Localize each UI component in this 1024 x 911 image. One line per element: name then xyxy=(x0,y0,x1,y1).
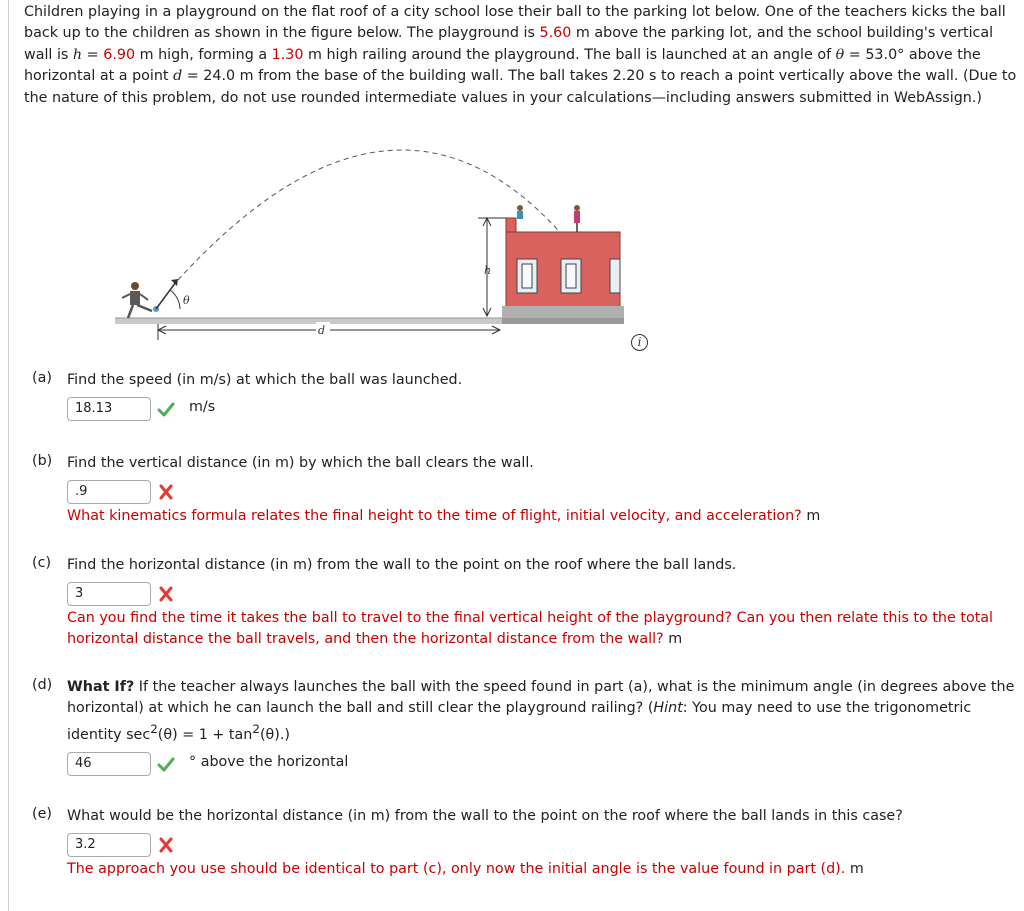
part-e-answer-input[interactable]: 3.2 xyxy=(67,833,151,857)
check-icon xyxy=(157,756,175,772)
x-icon xyxy=(157,586,175,602)
x-icon xyxy=(157,484,175,500)
part-c-question: Find the horizontal distance (in m) from the wall to the point on the roof where the ball lands. xyxy=(67,557,737,573)
info-icon[interactable]: i xyxy=(631,334,648,351)
wall-height-value: 6.90 xyxy=(103,46,136,63)
part-e-question: What would be the horizontal distance (in m) from the wall to the point on the roof where the ball lands in this case? xyxy=(67,808,903,824)
part-b-letter: (b) xyxy=(32,453,53,469)
part-d-answer-input[interactable]: 46 xyxy=(67,752,151,776)
part-a-question: Find the speed (in m/s) at which the ball was launched. xyxy=(67,372,463,388)
part-c-letter: (c) xyxy=(32,555,52,571)
part-e-feedback: The approach you use should be identical to part (c), only now the initial angle is the value found in part (d). m xyxy=(67,861,864,877)
playground-height-value: 5.60 xyxy=(539,25,572,42)
teacher-figure xyxy=(122,282,152,318)
part-b-feedback: What kinematics formula relates the final height to the time of flight, initial velocity, and acceleration? m xyxy=(67,508,821,524)
part-b-answer-input[interactable]: .9 xyxy=(67,480,151,504)
part-a-letter: (a) xyxy=(32,370,52,386)
x-icon xyxy=(157,837,175,853)
part-a-unit: m/s xyxy=(189,399,216,415)
part-a-answer-input[interactable]: 18.13 xyxy=(67,397,151,421)
part-c-answer-input[interactable]: 3 xyxy=(67,582,151,606)
part-d-letter: (d) xyxy=(32,677,53,693)
part-d-unit: ° above the horizontal xyxy=(189,754,349,770)
d-label: d xyxy=(318,324,326,337)
problem-figure xyxy=(110,128,670,358)
part-b-question: Find the vertical distance (in m) by which the ball clears the wall. xyxy=(67,455,534,471)
h-label: h xyxy=(484,264,492,277)
children-figures xyxy=(517,205,580,232)
problem-statement: Children playing in a playground on the flat roof of a city school lose their ball to the parking lot below. One of the teachers kicks the ball back up to the children as shown in the figure below. The playground is 5.60 m above the parking lot, and the school building's vertical wall is h = 6.90 m high, forming a 1.30 m high railing around the playground. The ball is launched at an angle of θ = 53.0° above the horizontal at a point d = 24.0 m from the base of the building wall. The ball takes 2.20 s to reach a point vertically above the wall. (Due to the nature of this problem, do not use rounded intermediate values in your calculations—including answers submitted in WebAssign.) xyxy=(24,4,1017,106)
ball-trajectory xyxy=(178,150,558,280)
part-d-question: What If? If the teacher always launches the ball with the speed found in part (a), what is the minimum angle (in degrees above the horizontal) at which he can launch the ball and still clear the playground railing? (Hint: You may need to use the trigonometric identity $\sec^2(\theta) = 1 + \tan^2(\theta)$.) xyxy=(67,679,1015,743)
theta-label: θ xyxy=(183,294,190,307)
check-icon xyxy=(157,401,175,417)
part-e-letter: (e) xyxy=(32,806,52,822)
railing-height-value: 1.30 xyxy=(271,46,304,63)
part-c-feedback: Can you find the time it takes the ball to travel to the final vertical height of the playground? Can you then relate this to the total horizontal distance the ball travels, and then the horizontal distance from the wall? m xyxy=(67,610,994,647)
